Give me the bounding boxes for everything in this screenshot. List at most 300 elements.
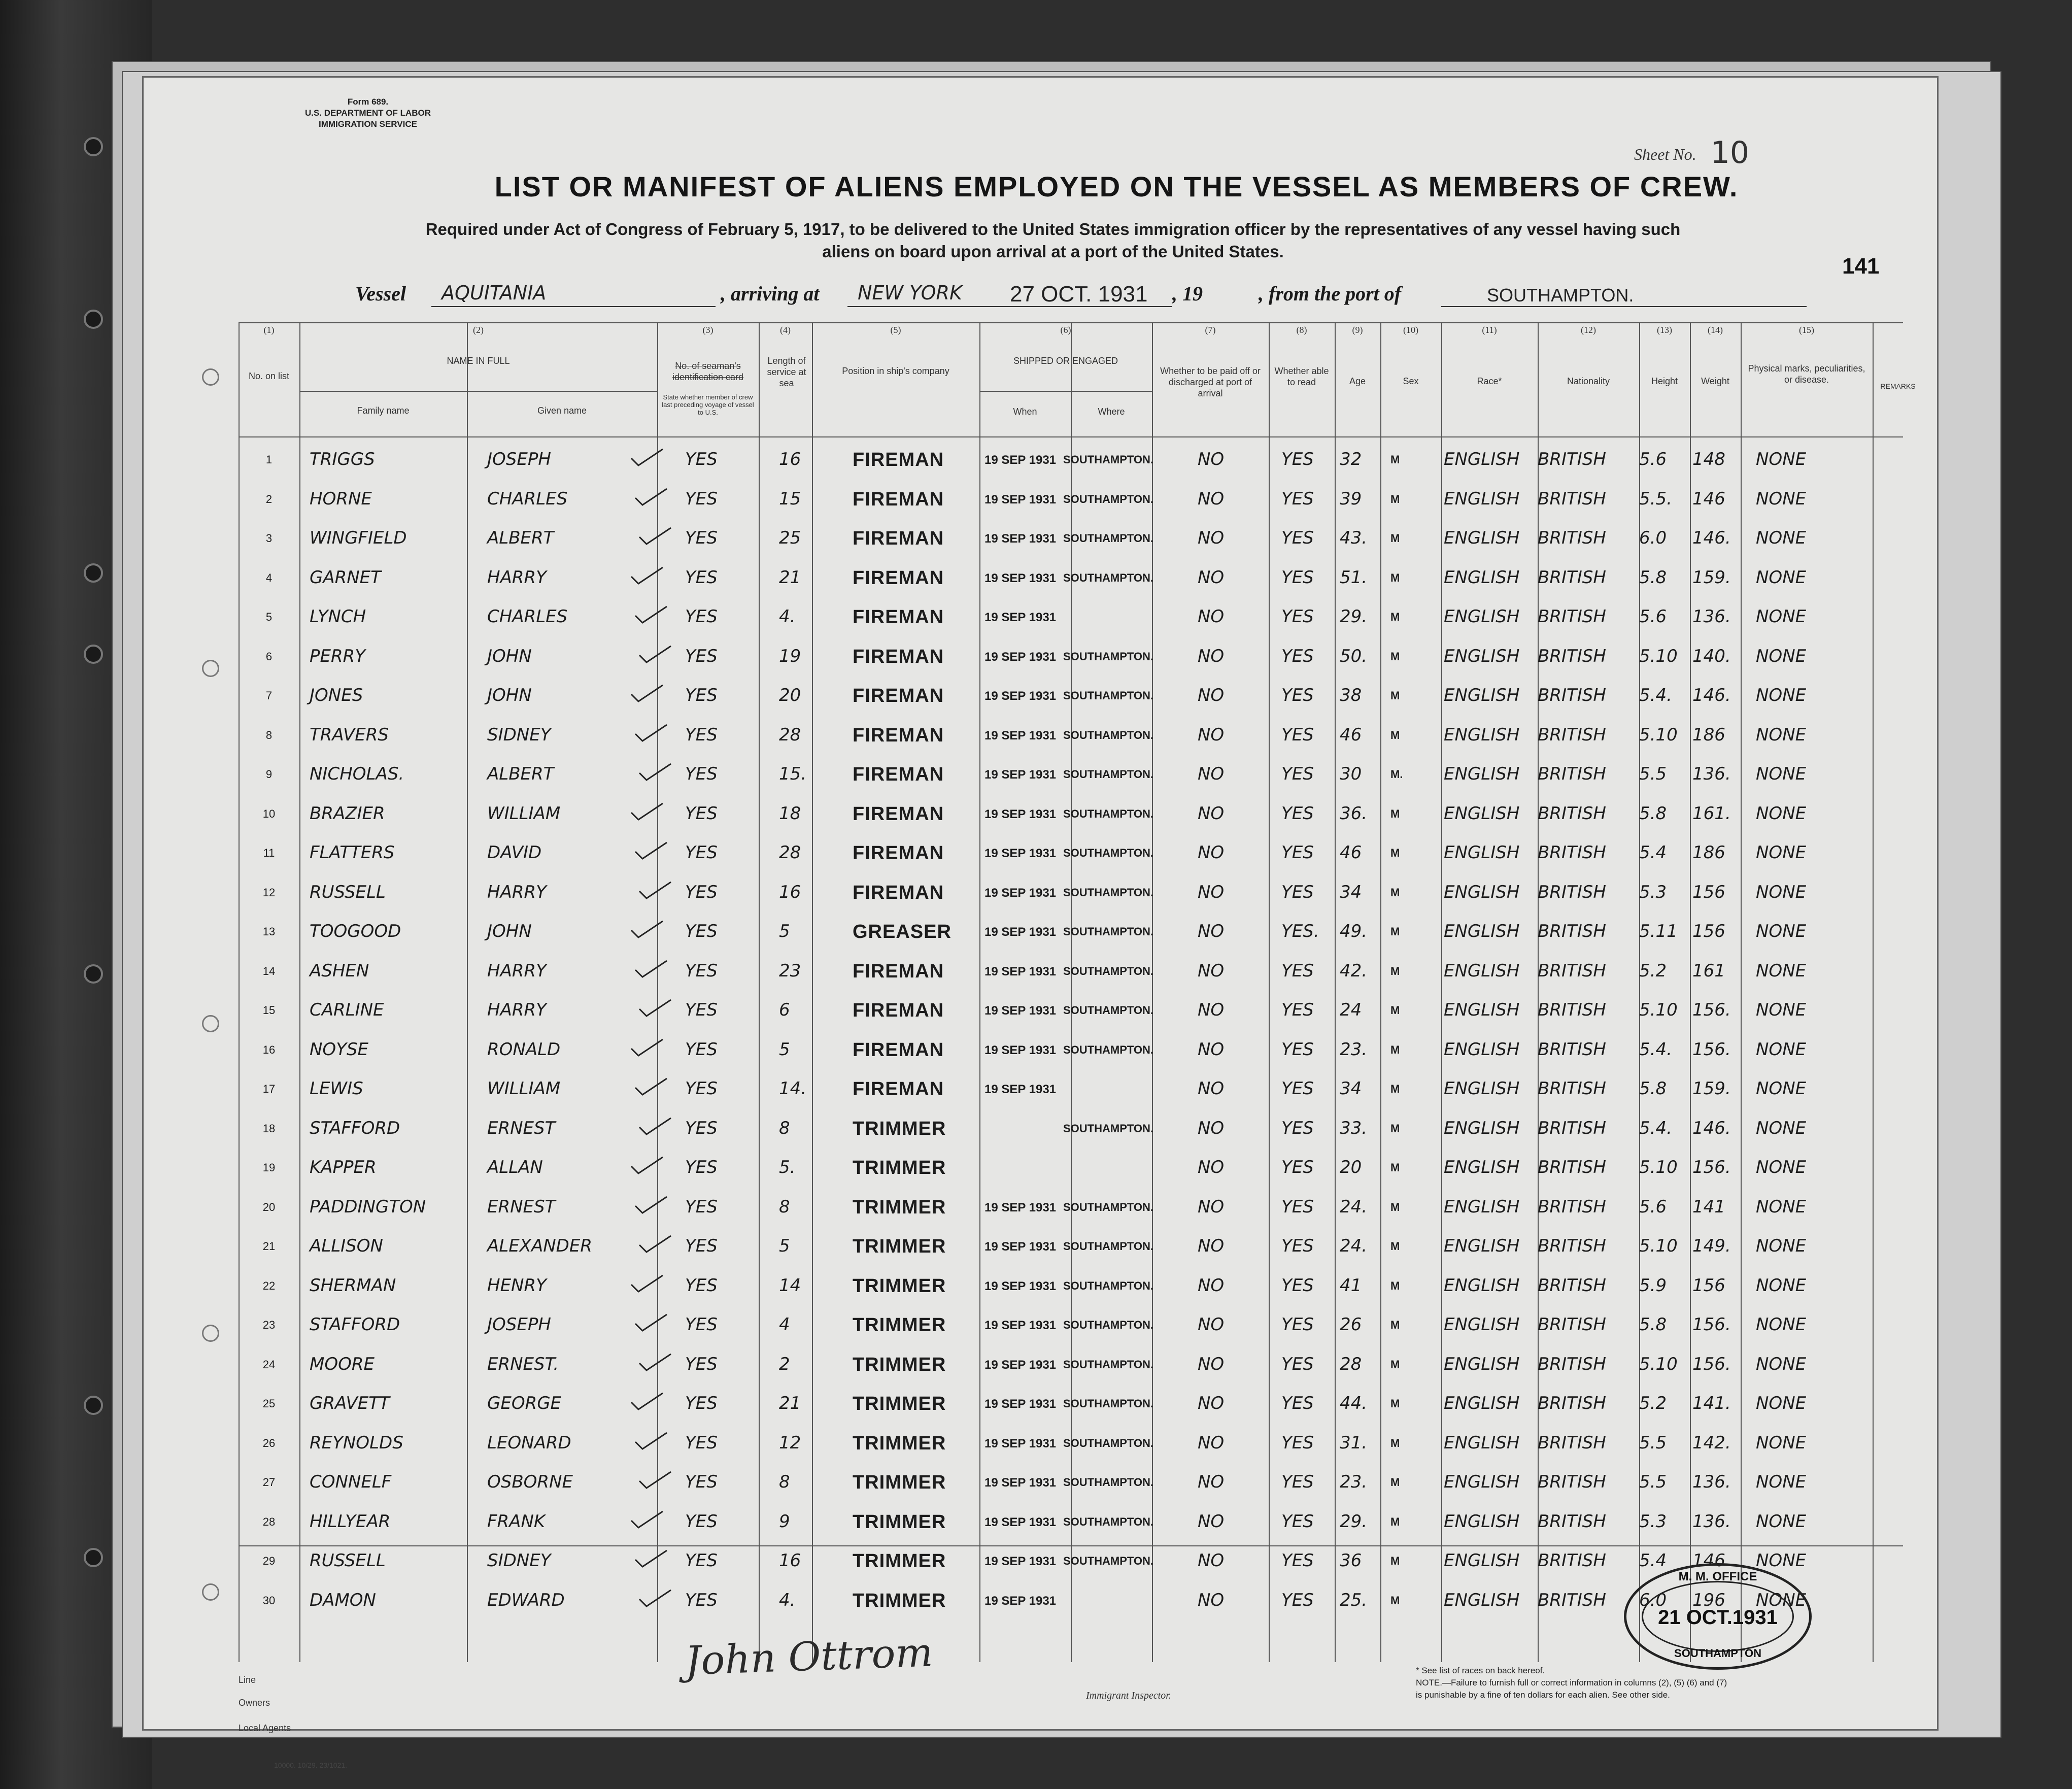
previous-voyage: YES	[685, 1236, 718, 1256]
check-mark-icon	[633, 604, 669, 625]
shipped-when: 19 SEP 1931	[984, 1043, 1057, 1057]
previous-voyage: YES	[685, 1314, 718, 1335]
length-of-service: 5	[779, 1039, 790, 1060]
shipped-when: 19 SEP 1931	[984, 1319, 1057, 1332]
form-number: Form 689.	[347, 97, 389, 107]
age: 36.	[1340, 803, 1368, 824]
stamp-date: 21 OCT.1931	[1658, 1606, 1778, 1629]
shipped-where: SOUTHAMPTON.	[1063, 532, 1154, 545]
header-where: Where	[1098, 407, 1125, 417]
length-of-service: 21	[779, 1393, 801, 1413]
sex: M	[1390, 925, 1400, 938]
punch-ring	[202, 1583, 219, 1601]
shipped-where: SOUTHAMPTON.	[1063, 1436, 1154, 1449]
row-number: 10	[262, 807, 276, 820]
physical-marks: NONE	[1756, 685, 1807, 705]
paid-off: NO	[1198, 1314, 1225, 1335]
length-of-service: 5	[779, 1236, 790, 1256]
previous-voyage: YES	[685, 1275, 718, 1296]
weight: 156	[1692, 1275, 1725, 1296]
family-name: KAPPER	[310, 1157, 377, 1177]
age: 46	[1340, 724, 1362, 745]
binder-hole	[84, 563, 103, 583]
length-of-service: 18	[779, 803, 801, 824]
position: FIREMAN	[853, 528, 944, 549]
shipped-where: SOUTHAMPTON.	[1063, 1122, 1154, 1135]
check-mark-icon	[629, 1391, 665, 1411]
nationality: BRITISH	[1538, 1118, 1606, 1138]
punch-ring	[202, 1015, 219, 1032]
length-of-service: 15.	[779, 764, 807, 784]
physical-marks: NONE	[1756, 921, 1807, 941]
row-number: 20	[262, 1200, 276, 1213]
print-imprint: 10000. 10/29. 23/1021.	[274, 1761, 348, 1769]
family-name: HILLYEAR	[310, 1511, 391, 1532]
colnum-11: (11)	[1482, 325, 1497, 335]
family-name: FLATTERS	[310, 842, 395, 863]
nationality: BRITISH	[1538, 1196, 1606, 1217]
height: 5.3	[1639, 882, 1667, 902]
check-mark-icon	[637, 644, 673, 664]
age: 29.	[1340, 606, 1368, 627]
paid-off: NO	[1198, 764, 1225, 784]
weight: 156	[1692, 921, 1725, 941]
previous-voyage: YES	[685, 1157, 718, 1177]
position: TRIMMER	[853, 1118, 946, 1139]
header-height: Height	[1651, 376, 1678, 386]
height: 5.8	[1639, 567, 1667, 588]
position: TRIMMER	[853, 1314, 946, 1336]
family-name: TOOGOOD	[310, 921, 401, 941]
family-name: JONES	[310, 685, 363, 705]
shipped-where: SOUTHAMPTON.	[1063, 1200, 1154, 1213]
nationality: BRITISH	[1538, 764, 1606, 784]
weight: 161	[1692, 960, 1725, 981]
given-name: LEONARD	[487, 1432, 571, 1453]
paid-off: NO	[1198, 882, 1225, 902]
able-to-read: YES	[1281, 764, 1314, 784]
row-number: 19	[262, 1161, 276, 1174]
previous-voyage: YES	[685, 1393, 718, 1413]
colnum-9: (9)	[1352, 325, 1363, 335]
age: 34	[1340, 1078, 1362, 1099]
family-name: REYNOLDS	[310, 1432, 403, 1453]
shipped-where: SOUTHAMPTON.	[1063, 768, 1154, 781]
nationality: BRITISH	[1538, 1511, 1606, 1532]
previous-voyage: YES	[685, 921, 718, 941]
binder-hole	[84, 310, 103, 329]
age: 39	[1340, 488, 1362, 509]
given-name: JOSEPH	[487, 449, 551, 469]
physical-marks: NONE	[1756, 567, 1807, 588]
weight: 156.	[1692, 1039, 1731, 1060]
sex: M	[1390, 728, 1400, 741]
able-to-read: YES	[1281, 488, 1314, 509]
length-of-service: 9	[779, 1511, 790, 1532]
family-name: MOORE	[310, 1354, 375, 1374]
length-of-service: 21	[779, 567, 801, 588]
able-to-read: YES.	[1281, 921, 1319, 941]
given-name: HENRY	[487, 1275, 547, 1296]
previous-voyage: YES	[685, 724, 718, 745]
physical-marks: NONE	[1756, 1236, 1807, 1256]
physical-marks: NONE	[1756, 882, 1807, 902]
sex: M	[1390, 1240, 1400, 1253]
race: ENGLISH	[1444, 1157, 1520, 1177]
paid-off: NO	[1198, 685, 1225, 705]
race: ENGLISH	[1444, 882, 1520, 902]
shipped-where: SOUTHAMPTON.	[1063, 1279, 1154, 1292]
race: ENGLISH	[1444, 1511, 1520, 1532]
shipped-when: 19 SEP 1931	[984, 886, 1057, 900]
shipped-when: 19 SEP 1931	[984, 689, 1057, 703]
height: 5.4.	[1639, 1039, 1672, 1060]
row-number: 12	[262, 886, 276, 899]
shipped-when: 19 SEP 1931	[984, 1279, 1057, 1293]
punch-ring	[202, 368, 219, 386]
family-name: LYNCH	[310, 606, 366, 627]
weight: 146.	[1692, 685, 1731, 705]
subtitle-line-1: Required under Act of Congress of February 5, 1917, to be delivered to the United States immigration officer by the representatives of any vessel having such	[425, 220, 1681, 239]
physical-marks: NONE	[1756, 1000, 1807, 1020]
from-label: , from the port of	[1259, 282, 1402, 305]
physical-marks: NONE	[1756, 1550, 1807, 1571]
able-to-read: YES	[1281, 685, 1314, 705]
nationality: BRITISH	[1538, 803, 1606, 824]
length-of-service: 4.	[779, 1590, 796, 1610]
page-subtitle	[350, 218, 1756, 263]
line-label: Line	[239, 1675, 256, 1685]
position: TRIMMER	[853, 1432, 946, 1454]
row-number: 11	[263, 847, 275, 859]
height: 5.2	[1639, 960, 1667, 981]
colnum-7: (7)	[1205, 325, 1216, 335]
height: 5.5	[1639, 1472, 1667, 1492]
arriving-label: , arriving at	[721, 282, 820, 305]
sex: M	[1390, 492, 1400, 505]
sheet-number	[1634, 132, 1749, 171]
able-to-read: YES	[1281, 960, 1314, 981]
previous-voyage: YES	[685, 1590, 718, 1610]
shipped-when: 19 SEP 1931	[984, 847, 1057, 860]
previous-voyage: YES	[685, 646, 718, 666]
able-to-read: YES	[1281, 1550, 1314, 1571]
position: TRIMMER	[853, 1472, 946, 1493]
paid-off: NO	[1198, 1432, 1225, 1453]
position: TRIMMER	[853, 1354, 946, 1375]
check-mark-icon	[637, 998, 673, 1018]
physical-marks: NONE	[1756, 1590, 1807, 1610]
family-name: GRAVETT	[310, 1393, 390, 1413]
physical-marks: NONE	[1756, 960, 1807, 981]
height: 5.5.	[1639, 488, 1672, 509]
age: 26	[1340, 1314, 1362, 1335]
family-name: PERRY	[310, 646, 366, 666]
age: 50.	[1340, 646, 1368, 666]
shipped-where: SOUTHAMPTON.	[1063, 847, 1154, 859]
family-name: STAFFORD	[310, 1314, 400, 1335]
weight: 159.	[1692, 1078, 1731, 1099]
given-name: EDWARD	[487, 1590, 565, 1610]
nationality: BRITISH	[1538, 528, 1606, 548]
paid-off: NO	[1198, 646, 1225, 666]
paid-off: NO	[1198, 1236, 1225, 1256]
age: 33.	[1340, 1118, 1368, 1138]
position: FIREMAN	[853, 1000, 944, 1021]
height: 5.9	[1639, 1275, 1667, 1296]
length-of-service: 14.	[779, 1078, 807, 1099]
row-number: 6	[265, 650, 273, 663]
age: 31.	[1340, 1432, 1368, 1453]
sex: M.	[1390, 768, 1403, 781]
race: ENGLISH	[1444, 1078, 1520, 1099]
shipped-when: 19 SEP 1931	[984, 925, 1057, 939]
length-of-service: 28	[779, 724, 801, 745]
age: 49.	[1340, 921, 1368, 941]
shipped-where: SOUTHAMPTON.	[1063, 1397, 1154, 1410]
able-to-read: YES	[1281, 1157, 1314, 1177]
paid-off: NO	[1198, 1078, 1225, 1099]
check-mark-icon	[637, 1234, 673, 1254]
race: ENGLISH	[1444, 1000, 1520, 1020]
punch-ring	[202, 1325, 219, 1342]
weight: 156.	[1692, 1000, 1731, 1020]
vessel-label: Vessel	[355, 282, 406, 305]
check-mark-icon	[637, 1470, 673, 1490]
family-name: RUSSELL	[310, 1550, 386, 1571]
given-name: JOHN	[487, 921, 532, 941]
row-number: 26	[262, 1436, 276, 1449]
row-number: 2	[265, 492, 273, 505]
family-name: SHERMAN	[310, 1275, 396, 1296]
position: FIREMAN	[853, 567, 944, 589]
row-number: 4	[265, 571, 273, 584]
shipped-where: SOUTHAMPTON.	[1063, 807, 1154, 820]
colnum-13: (13)	[1657, 325, 1672, 335]
weight: 196	[1692, 1590, 1725, 1610]
shipped-where: SOUTHAMPTON.	[1063, 886, 1154, 899]
previous-voyage: YES	[685, 567, 718, 588]
row-number: 5	[265, 611, 273, 623]
height: 5.8	[1639, 1078, 1667, 1099]
service: IMMIGRATION SERVICE	[319, 119, 417, 129]
given-name: WILLIAM	[487, 1078, 561, 1099]
previous-voyage: YES	[685, 1118, 718, 1138]
row-number: 13	[262, 925, 276, 938]
check-mark-icon	[633, 487, 669, 507]
height: 5.8	[1639, 803, 1667, 824]
given-name: FRANK	[487, 1511, 546, 1532]
length-of-service: 16	[779, 1550, 801, 1571]
nationality: BRITISH	[1538, 606, 1606, 627]
race: ENGLISH	[1444, 488, 1520, 509]
weight: 136.	[1692, 606, 1731, 627]
given-name: JOHN	[487, 685, 532, 705]
binder-hole	[84, 137, 103, 156]
previous-voyage: YES	[685, 449, 718, 469]
physical-marks: NONE	[1756, 1511, 1807, 1532]
punch-ring	[202, 660, 219, 677]
sex: M	[1390, 964, 1400, 977]
family-name: WINGFIELD	[310, 528, 407, 548]
shipped-when: 19 SEP 1931	[984, 611, 1057, 624]
length-of-service: 15	[779, 488, 801, 509]
shipped-where: SOUTHAMPTON.	[1063, 571, 1154, 584]
race: ENGLISH	[1444, 606, 1520, 627]
footer-note	[1416, 1665, 1873, 1701]
age: 36	[1340, 1550, 1362, 1571]
shipped-where: SOUTHAMPTON.	[1063, 1319, 1154, 1331]
check-mark-icon	[633, 1076, 669, 1097]
header-able-to-read: Whether able to read	[1274, 366, 1329, 387]
header-physical-marks: Physical marks, peculiarities, or disease.	[1748, 363, 1865, 385]
able-to-read: YES	[1281, 1000, 1314, 1020]
given-name: HARRY	[487, 960, 547, 981]
race: ENGLISH	[1444, 1275, 1520, 1296]
sex: M	[1390, 1122, 1400, 1135]
able-to-read: YES	[1281, 567, 1314, 588]
previous-voyage: YES	[685, 685, 718, 705]
nationality: BRITISH	[1538, 646, 1606, 666]
able-to-read: YES	[1281, 1590, 1314, 1610]
height: 5.10	[1639, 724, 1678, 745]
physical-marks: NONE	[1756, 1196, 1807, 1217]
family-name: CONNELF	[310, 1472, 392, 1492]
shipped-where: SOUTHAMPTON.	[1063, 1555, 1154, 1567]
shipped-where: SOUTHAMPTON.	[1063, 1476, 1154, 1489]
given-name: ALBERT	[487, 764, 554, 784]
position: GREASER	[853, 921, 952, 942]
family-name: TRAVERS	[310, 724, 389, 745]
header-age: Age	[1349, 376, 1366, 386]
weight: 146.	[1692, 1118, 1731, 1138]
previous-voyage: YES	[685, 803, 718, 824]
colnum-12: (12)	[1581, 325, 1596, 335]
position: FIREMAN	[853, 449, 944, 470]
header-position: Position in ship's company	[842, 366, 949, 376]
length-of-service: 12	[779, 1432, 801, 1453]
given-name: DAVID	[487, 842, 542, 863]
paid-off: NO	[1198, 724, 1225, 745]
colnum-1: (1)	[263, 325, 275, 335]
row-number: 1	[265, 453, 273, 466]
family-name: GARNET	[310, 567, 381, 588]
header-family-name: Family name	[357, 406, 410, 416]
row-number: 30	[262, 1594, 276, 1607]
race: ENGLISH	[1444, 1236, 1520, 1256]
row-number: 22	[262, 1279, 276, 1292]
race: ENGLISH	[1444, 724, 1520, 745]
colnum-14: (14)	[1708, 325, 1723, 335]
vessel-name: AQUITANIA	[441, 282, 547, 304]
sex: M	[1390, 847, 1400, 859]
given-name: GEORGE	[487, 1393, 562, 1413]
race: ENGLISH	[1444, 1550, 1520, 1571]
race: ENGLISH	[1444, 567, 1520, 588]
race: ENGLISH	[1444, 921, 1520, 941]
header-no-on-list: No. on list	[248, 371, 290, 381]
race: ENGLISH	[1444, 528, 1520, 548]
paid-off: NO	[1198, 1000, 1225, 1020]
position: TRIMMER	[853, 1196, 946, 1218]
shipped-where: SOUTHAMPTON.	[1063, 1515, 1154, 1528]
check-mark-icon	[629, 447, 665, 467]
weight: 146	[1692, 1550, 1725, 1571]
weight: 156.	[1692, 1354, 1731, 1374]
height: 5.3	[1639, 1511, 1667, 1532]
nationality: BRITISH	[1538, 882, 1606, 902]
position: FIREMAN	[853, 803, 944, 825]
shipped-when: 19 SEP 1931	[984, 532, 1057, 546]
year-label: , 19	[1172, 282, 1203, 305]
check-mark-icon	[637, 762, 673, 782]
family-name: ALLISON	[310, 1236, 383, 1256]
given-name: ALEXANDER	[487, 1236, 592, 1256]
department: U.S. DEPARTMENT OF LABOR	[304, 108, 431, 118]
weight: 148	[1692, 449, 1725, 469]
nationality: BRITISH	[1538, 1354, 1606, 1374]
paid-off: NO	[1198, 1039, 1225, 1060]
height: 5.5	[1639, 1432, 1667, 1453]
given-name: HARRY	[487, 567, 547, 588]
previous-voyage: YES	[685, 842, 718, 863]
shipped-when: 19 SEP 1931	[984, 1476, 1057, 1490]
row-number: 24	[262, 1358, 276, 1371]
physical-marks: NONE	[1756, 1039, 1807, 1060]
shipped-where: SOUTHAMPTON.	[1063, 925, 1154, 938]
check-mark-icon	[629, 1273, 665, 1294]
position: FIREMAN	[853, 488, 944, 510]
shipped-where: SOUTHAMPTON.	[1063, 689, 1154, 702]
row-number: 18	[262, 1122, 276, 1135]
shipped-when: 19 SEP 1931	[984, 1397, 1057, 1411]
shipped-where: SOUTHAMPTON.	[1063, 453, 1154, 466]
paid-off: NO	[1198, 803, 1225, 824]
length-of-service: 6	[779, 1000, 790, 1020]
shipped-when: 19 SEP 1931	[984, 1083, 1057, 1096]
age: 42.	[1340, 960, 1368, 981]
previous-voyage: YES	[685, 882, 718, 902]
physical-marks: NONE	[1756, 1314, 1807, 1335]
given-name: ALBERT	[487, 528, 554, 548]
paid-off: NO	[1198, 1157, 1225, 1177]
sex: M	[1390, 1436, 1400, 1449]
race: ENGLISH	[1444, 1118, 1520, 1138]
check-mark-icon	[637, 1352, 673, 1372]
nationality: BRITISH	[1538, 842, 1606, 863]
previous-voyage: YES	[685, 764, 718, 784]
sex: M	[1390, 1397, 1400, 1410]
length-of-service: 23	[779, 960, 801, 981]
nationality: BRITISH	[1538, 1393, 1606, 1413]
nationality: BRITISH	[1538, 1472, 1606, 1492]
physical-marks: NONE	[1756, 764, 1807, 784]
sex: M	[1390, 611, 1400, 623]
penalty-note: NOTE.—Failure to furnish full or correct information in columns (2), (5) (6) and (7)	[1416, 1678, 1727, 1687]
weight: 159.	[1692, 567, 1731, 588]
given-name: ERNEST.	[487, 1354, 559, 1374]
check-mark-icon	[629, 683, 665, 703]
header-length-service: Length of service at sea	[767, 356, 806, 388]
given-name: ERNEST	[487, 1196, 556, 1217]
age: 28	[1340, 1354, 1362, 1374]
sex: M	[1390, 886, 1400, 899]
weight: 186	[1692, 724, 1725, 745]
race: ENGLISH	[1444, 842, 1520, 863]
arriving-port: NEW YORK	[858, 282, 962, 304]
inspector-signature: John Ottrom	[684, 1630, 934, 1684]
family-name: ASHEN	[310, 960, 369, 981]
